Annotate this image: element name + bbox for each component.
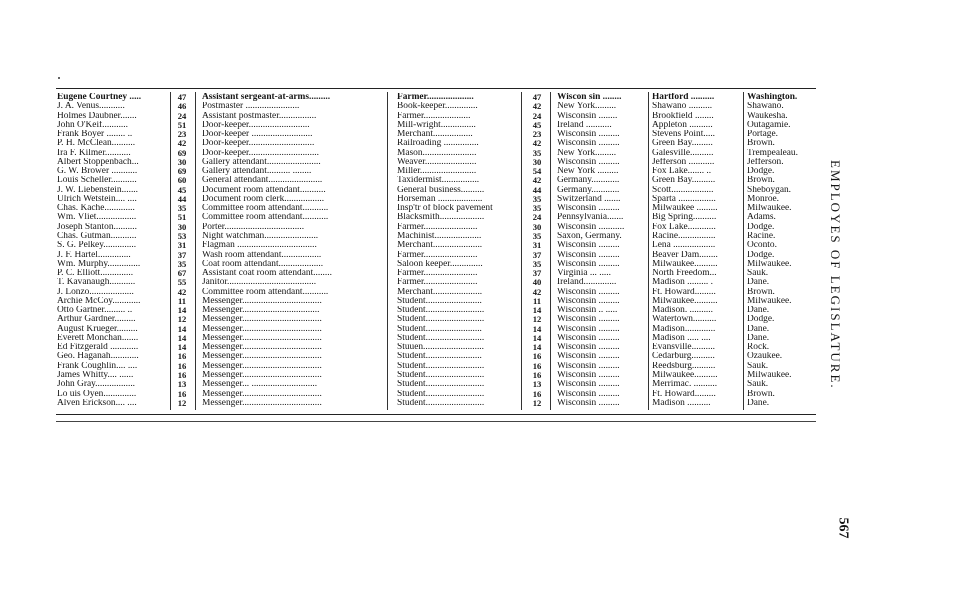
cell-occupation: Student......................... <box>397 370 485 380</box>
cell-birthplace: Wisconsin ......... <box>557 139 620 149</box>
cell-occupation: Railroading ............... <box>397 139 479 149</box>
cell-county: Portage. <box>747 130 778 140</box>
cell-position: Messenger.................................. <box>202 296 322 306</box>
cell-occupation: Student......................... <box>397 380 485 390</box>
cell-county: Brown. <box>747 389 775 399</box>
cell-years: 14 <box>532 343 542 353</box>
cell-town: Madison ..... .... <box>652 333 711 343</box>
cell-occupation: Blacksmith................... <box>397 213 485 223</box>
cell-name: J. F. Hartel.............. <box>57 250 131 260</box>
cell-years: 14 <box>532 333 542 343</box>
cell-position: General attendant....................... <box>202 176 323 186</box>
cell-town: Madison ......... . <box>652 278 713 288</box>
cell-position: Document room clerk................. <box>202 194 325 204</box>
cell-town: Green Bay.......... <box>652 176 716 186</box>
name-column <box>57 93 169 408</box>
cell-birthplace: New York......... <box>557 102 617 112</box>
occupation-column <box>397 93 522 408</box>
cell-town: Galesville.......... <box>652 148 714 158</box>
cell-birthplace: Germany............ <box>557 176 620 186</box>
cell-birthplace: Virginia ... ..... <box>557 269 611 279</box>
cell-town: Milwaukee ......... <box>652 204 718 214</box>
cell-birthplace: Wisconsin ......... <box>557 250 620 260</box>
cell-county: Milwaukee. <box>747 370 792 380</box>
cell-birthplace: Wisconsin ......... <box>557 296 620 306</box>
cell-town: North Freedom... <box>652 269 717 279</box>
cell-years: 37 <box>532 269 542 279</box>
cell-birthplace: Wisconsin ......... <box>557 315 620 325</box>
cell-occupation: Merchant..................... <box>397 241 483 251</box>
cell-age: 69 <box>177 167 187 177</box>
cell-county: Dane. <box>747 306 770 316</box>
years-column <box>526 93 548 408</box>
cell-age: 53 <box>177 231 187 241</box>
cell-name: Albert Stoppenbach... <box>57 157 139 167</box>
cell-years: 24 <box>532 111 542 121</box>
cell-occupation: Saloon keeper.............. <box>397 259 483 269</box>
cell-age: 14 <box>177 333 187 343</box>
cell-town: Lena .................. <box>652 241 716 251</box>
cell-name: Wm. Murphy.............. <box>57 259 141 269</box>
cell-birthplace: Wisconsin ........ <box>557 111 618 121</box>
cell-county: Adams. <box>747 213 776 223</box>
cell-occupation: Miller........................ <box>397 167 477 177</box>
cell-county: Rock. <box>747 343 770 353</box>
bottom-rule-thin <box>56 421 816 422</box>
cell-town: Madison. .......... <box>652 306 713 316</box>
cell-occupation: Taxidermist................ <box>397 176 480 186</box>
cell-county: Oconto. <box>747 241 777 251</box>
cell-occupation: Horseman ................... <box>397 194 483 204</box>
cell-position: Flagman .................................. <box>202 241 317 251</box>
cell-occupation: Student........................ <box>397 296 482 306</box>
cell-birthplace: Wiscon sin ........ <box>557 93 622 102</box>
cell-town: Fox Lake....... .. <box>652 167 712 177</box>
cell-town: Watertown.......... <box>652 315 717 325</box>
cell-name: Archie McCoy............ <box>57 296 141 306</box>
cell-position: Committee room attendant........... <box>202 213 329 223</box>
cell-name: J. W. Liebenstein....... <box>57 185 138 195</box>
cell-name: P. H. McClean.......... <box>57 139 136 149</box>
cell-birthplace: Wisconsin ......... <box>557 343 620 353</box>
bottom-rule <box>56 414 816 415</box>
cell-years: 42 <box>532 139 542 149</box>
cell-town: Stevens Point..... <box>652 130 716 140</box>
cell-name: Everett Monchan....... <box>57 333 139 343</box>
cell-county: Sauk. <box>747 269 769 279</box>
cell-occupation: Student......................... <box>397 315 485 325</box>
cell-age: 11 <box>177 296 187 306</box>
cell-name: Holmes Daubner....... <box>57 111 137 121</box>
cell-age: 60 <box>177 176 187 186</box>
cell-birthplace: Wisconsin ......... <box>557 259 620 269</box>
cell-birthplace: Wisconsin ......... <box>557 352 620 362</box>
cell-county: Waukesha. <box>747 111 788 121</box>
cell-years: 35 <box>532 231 542 241</box>
cell-position: Messenger.................................. <box>202 389 322 399</box>
stray-mark <box>58 77 60 79</box>
cell-occupation: Farmer....................... <box>397 222 478 232</box>
cell-name: August Krueger......... <box>57 324 138 334</box>
cell-town: Green Bay......... <box>652 139 713 149</box>
cell-name: Louis Scheller........... <box>57 176 137 186</box>
position-column <box>202 93 382 408</box>
cell-age: 45 <box>177 185 187 195</box>
cell-position: Assistant postmaster................ <box>202 111 317 121</box>
cell-name: Frank Boyer ........ .. <box>57 130 133 140</box>
top-rule <box>56 88 816 89</box>
cell-county: Monroe. <box>747 194 780 204</box>
county-column <box>747 93 817 408</box>
cell-occupation: Stuuen.......................... <box>397 343 484 353</box>
cell-name: John Gray................. <box>57 380 136 390</box>
cell-age: 42 <box>177 139 187 149</box>
cell-birthplace: Wisconsin ......... <box>557 370 620 380</box>
cell-age: 14 <box>177 306 187 316</box>
cell-years: 35 <box>532 259 542 269</box>
cell-town: Milwaukee.......... <box>652 259 718 269</box>
cell-county: Ozaukee. <box>747 352 783 362</box>
cell-age: 23 <box>177 130 187 140</box>
cell-years: 37 <box>532 250 542 260</box>
cell-name: Joseph Stanton.......... <box>57 222 137 232</box>
cell-birthplace: Wisconsin ......... <box>557 324 620 334</box>
cell-years: 13 <box>532 380 542 390</box>
cell-county: Milwaukee. <box>747 204 792 214</box>
cell-town: Fox Lake............ <box>652 222 716 232</box>
cell-name: J. Lonzo................... <box>57 287 134 297</box>
town-column <box>652 93 742 408</box>
cell-county: Washington. <box>747 93 798 102</box>
cell-position: Janitor...................................... <box>202 278 317 288</box>
cell-occupation: Student........................ <box>397 324 482 334</box>
cell-position: Messenger.................................. <box>202 315 322 325</box>
cell-age: 47 <box>177 93 187 102</box>
cell-town: Reedsburg.......... <box>652 361 716 371</box>
cell-years: 14 <box>532 306 542 316</box>
cell-age: 44 <box>177 194 187 204</box>
cell-position: Messenger.................................. <box>202 324 322 334</box>
cell-birthplace: Wisconsin ......... <box>557 204 620 214</box>
side-title: EMPLOYES OF LEGISLATURE. <box>828 160 843 390</box>
cell-years: 16 <box>532 352 542 362</box>
cell-town: Scott.................. <box>652 185 714 195</box>
cell-years: 30 <box>532 157 542 167</box>
cell-occupation: Mason....................... <box>397 148 477 158</box>
cell-birthplace: New York ......... <box>557 167 619 177</box>
cell-age: 14 <box>177 324 187 334</box>
cell-age: 37 <box>177 250 187 260</box>
cell-birthplace: Wisconsin ........... <box>557 222 625 232</box>
cell-county: Jefferson. <box>747 157 784 167</box>
cell-years: 30 <box>532 222 542 232</box>
cell-age: 30 <box>177 157 187 167</box>
cell-birthplace: Pennsylvania....... <box>557 213 624 223</box>
cell-county: Brown. <box>747 176 775 186</box>
cell-name: S. G. Pelkey.............. <box>57 241 137 251</box>
cell-county: Dane. <box>747 333 770 343</box>
cell-birthplace: Ireland.............. <box>557 278 617 288</box>
cell-years: 42 <box>532 287 542 297</box>
cell-birthplace: Wisconsin ......... <box>557 333 620 343</box>
cell-birthplace: Wisconsin ......... <box>557 241 620 251</box>
cell-occupation: Farmer....................... <box>397 269 478 279</box>
cell-birthplace: Wisconsin .. ..... <box>557 306 618 316</box>
cell-county: Dane. <box>747 398 770 408</box>
cell-county: Outagamie. <box>747 120 791 130</box>
cell-name: P. C. Elliott.............. <box>57 269 134 279</box>
cell-county: Dane. <box>747 324 770 334</box>
cell-name: James Whitty.... ...... <box>57 370 134 380</box>
cell-county: Dodge. <box>747 222 775 232</box>
cell-county: Sauk. <box>747 380 769 390</box>
cell-town: Merrimac. .......... <box>652 380 718 390</box>
cell-occupation: Merchant................. <box>397 130 473 140</box>
cell-birthplace: New York......... <box>557 148 617 158</box>
cell-years: 40 <box>532 278 542 288</box>
cell-birthplace: Wisconsin ......... <box>557 130 620 140</box>
cell-county: Dodge. <box>747 250 775 260</box>
cell-years: 47 <box>532 93 542 102</box>
cell-occupation: General business.......... <box>397 185 485 195</box>
cell-name: Lo uis Oyen.............. <box>57 389 137 399</box>
cell-name: Eugene Courtney ..... <box>57 93 142 102</box>
cell-years: 45 <box>532 120 542 130</box>
cell-age: 24 <box>177 111 187 121</box>
cell-town: Madison............. <box>652 324 716 334</box>
cell-years: 12 <box>532 315 542 325</box>
cell-position: Messenger.................................. <box>202 343 322 353</box>
cell-position: Porter.................................. <box>202 222 305 232</box>
cell-town: Jefferson ........... <box>652 157 715 167</box>
cell-years: 35 <box>532 194 542 204</box>
cell-town: Madison .......... <box>652 398 711 408</box>
column-divider <box>550 92 551 410</box>
cell-years: 14 <box>532 324 542 334</box>
cell-birthplace: Switzerland ....... <box>557 194 621 204</box>
cell-position: Assistant coat room attendant........ <box>202 269 332 279</box>
cell-name: Ulrich Wetstein.... .... <box>57 194 137 204</box>
cell-years: 16 <box>532 361 542 371</box>
cell-occupation: Student......................... <box>397 398 485 408</box>
cell-age: 42 <box>177 287 187 297</box>
page-number: 567 <box>835 517 851 539</box>
cell-birthplace: Wisconsin ......... <box>557 398 620 408</box>
cell-age: 12 <box>177 315 187 325</box>
cell-occupation: Machinist.................... <box>397 231 482 241</box>
cell-county: Dodge. <box>747 167 775 177</box>
cell-name: Ed Fitzgerald ............ <box>57 343 139 353</box>
cell-age: 14 <box>177 343 187 353</box>
cell-position: Door-keeper .......................... <box>202 130 313 140</box>
cell-position: Night watchman....................... <box>202 231 319 241</box>
cell-county: Milwaukee. <box>747 296 792 306</box>
cell-age: 51 <box>177 120 187 130</box>
column-divider <box>521 92 522 410</box>
birthplace-column <box>557 93 647 408</box>
cell-position: Gallery attendant....................... <box>202 157 321 167</box>
cell-town: Big Spring.......... <box>652 213 717 223</box>
cell-town: Ft. Howard......... <box>652 287 716 297</box>
cell-years: 24 <box>532 213 542 223</box>
cell-years: 16 <box>532 370 542 380</box>
cell-town: Racine................ <box>652 231 716 241</box>
cell-name: Wm. Vliet................. <box>57 213 137 223</box>
cell-age: 35 <box>177 259 187 269</box>
cell-occupation: Book-keeper.............. <box>397 102 478 112</box>
cell-age: 67 <box>177 269 187 279</box>
cell-name: Chas. Kache............. <box>57 204 135 214</box>
cell-county: Sheboygan. <box>747 185 792 195</box>
age-column <box>170 93 194 408</box>
cell-name: T. Kavanaugh........... <box>57 278 136 288</box>
cell-position: Assistant sergeant-at-arms......... <box>202 93 331 102</box>
cell-name: Arthur Gardner......... <box>57 315 136 325</box>
cell-occupation: Farmer.................... <box>397 93 474 102</box>
cell-position: Gallery attendant.......... ........ <box>202 167 312 177</box>
cell-name: Ira F. Kilmer........... <box>57 148 131 158</box>
cell-years: 44 <box>532 185 542 195</box>
cell-county: Brown. <box>747 139 775 149</box>
cell-years: 31 <box>532 241 542 251</box>
cell-age: 16 <box>177 370 187 380</box>
cell-name: G. W. Brower ........... <box>57 167 138 177</box>
cell-birthplace: Wisconsin ......... <box>557 157 620 167</box>
cell-age: 16 <box>177 352 187 362</box>
cell-birthplace: Wisconsin ......... <box>557 380 620 390</box>
cell-county: Racine. <box>747 231 776 241</box>
cell-position: Document room attendant........... <box>202 185 326 195</box>
cell-birthplace: Ireland ........... <box>557 120 612 130</box>
cell-years: 23 <box>532 130 542 140</box>
cell-years: 42 <box>532 102 542 112</box>
cell-position: Messenger.................................. <box>202 352 322 362</box>
cell-county: Sauk. <box>747 361 769 371</box>
cell-county: Shawano. <box>747 102 784 112</box>
cell-occupation: Student......................... <box>397 306 485 316</box>
cell-position: Wash room attendant................. <box>202 250 322 260</box>
cell-name: J. A. Venus........... <box>57 102 125 112</box>
cell-town: Brookfield ........ <box>652 111 714 121</box>
cell-name: Alven Erickson.... .... <box>57 398 137 408</box>
cell-position: Door-keeper............................ <box>202 139 315 149</box>
cell-age: 31 <box>177 241 187 251</box>
cell-birthplace: Wisconsin ......... <box>557 389 620 399</box>
cell-position: Door-keeper.......................... <box>202 120 310 130</box>
cell-years: 11 <box>532 296 542 306</box>
cell-position: Messenger... ............................ <box>202 380 318 390</box>
cell-occupation: Student......................... <box>397 361 485 371</box>
cell-birthplace: Germany............ <box>557 185 620 195</box>
cell-position: Postmaster ....................... <box>202 102 300 112</box>
cell-occupation: Merchant..................... <box>397 287 483 297</box>
cell-town: Evansville.......... <box>652 343 716 353</box>
cell-birthplace: Saxon, Germany. <box>557 231 622 241</box>
cell-town: Sparta ................ <box>652 194 716 204</box>
cell-occupation: Farmer.................... <box>397 111 471 121</box>
cell-town: Ft. Howard......... <box>652 389 716 399</box>
cell-position: Committee room attendant........... <box>202 287 329 297</box>
cell-age: 55 <box>177 278 187 288</box>
cell-county: Dodge. <box>747 315 775 325</box>
cell-birthplace: Wisconsin ......... <box>557 361 620 371</box>
cell-years: 12 <box>532 398 542 408</box>
cell-position: Coat room attendant................... <box>202 259 324 269</box>
cell-years: 16 <box>532 389 542 399</box>
cell-name: Otto Gartner......... .. <box>57 306 133 316</box>
cell-age: 69 <box>177 148 187 158</box>
cell-position: Door-keeper.............................. <box>202 148 319 158</box>
cell-town: Cedarburg.......... <box>652 352 715 362</box>
cell-county: Dane. <box>747 278 770 288</box>
column-divider <box>195 92 196 410</box>
cell-county: Trempealeau. <box>747 148 798 158</box>
cell-age: 46 <box>177 102 187 112</box>
cell-age: 13 <box>177 380 187 390</box>
cell-name: Chas. Gutman........... <box>57 231 137 241</box>
cell-position: Messenger.................................. <box>202 370 322 380</box>
cell-age: 16 <box>177 389 187 399</box>
cell-age: 16 <box>177 361 187 371</box>
cell-occupation: Farmer....................... <box>397 278 478 288</box>
cell-town: Milwaukee.......... <box>652 370 718 380</box>
cell-occupation: Student......................... <box>397 389 485 399</box>
cell-county: Milwaukee. <box>747 259 792 269</box>
cell-position: Messenger.................................. <box>202 361 322 371</box>
cell-position: Messenger.................................. <box>202 333 322 343</box>
column-divider <box>387 92 388 410</box>
column-divider <box>648 92 649 410</box>
cell-town: Beaver Dam........ <box>652 250 718 260</box>
cell-occupation: Student......................... <box>397 333 485 343</box>
cell-occupation: Insp'tr of block pavement <box>397 204 493 214</box>
cell-age: 12 <box>177 398 187 408</box>
cell-county: Brown. <box>747 287 775 297</box>
cell-age: 30 <box>177 222 187 232</box>
column-divider <box>743 92 744 410</box>
cell-position: Messenger................................. <box>202 306 320 316</box>
cell-years: 35 <box>532 204 542 214</box>
cell-years: 54 <box>532 167 542 177</box>
cell-occupation: Weaver...................... <box>397 157 477 167</box>
cell-years: 42 <box>532 176 542 186</box>
cell-name: Frank Coughlin.... .... <box>57 361 138 371</box>
cell-years: 35 <box>532 148 542 158</box>
cell-age: 35 <box>177 204 187 214</box>
cell-town: Hartford .......... <box>652 93 715 102</box>
cell-town: Milwaukee.......... <box>652 296 718 306</box>
cell-position: Committee room attendant........... <box>202 204 329 214</box>
cell-name: John O'Keif........... <box>57 120 128 130</box>
cell-occupation: Farmer....................... <box>397 250 478 260</box>
cell-town: Shawano .......... <box>652 102 713 112</box>
cell-occupation: Mill-wright............... <box>397 120 476 130</box>
cell-birthplace: Wisconsin ......... <box>557 287 620 297</box>
cell-position: Messenger.................................. <box>202 398 322 408</box>
cell-name: Geo. Haganah............ <box>57 352 139 362</box>
cell-occupation: Student........................ <box>397 352 482 362</box>
cell-age: 51 <box>177 213 187 223</box>
cell-town: Appleton .......... <box>652 120 713 130</box>
